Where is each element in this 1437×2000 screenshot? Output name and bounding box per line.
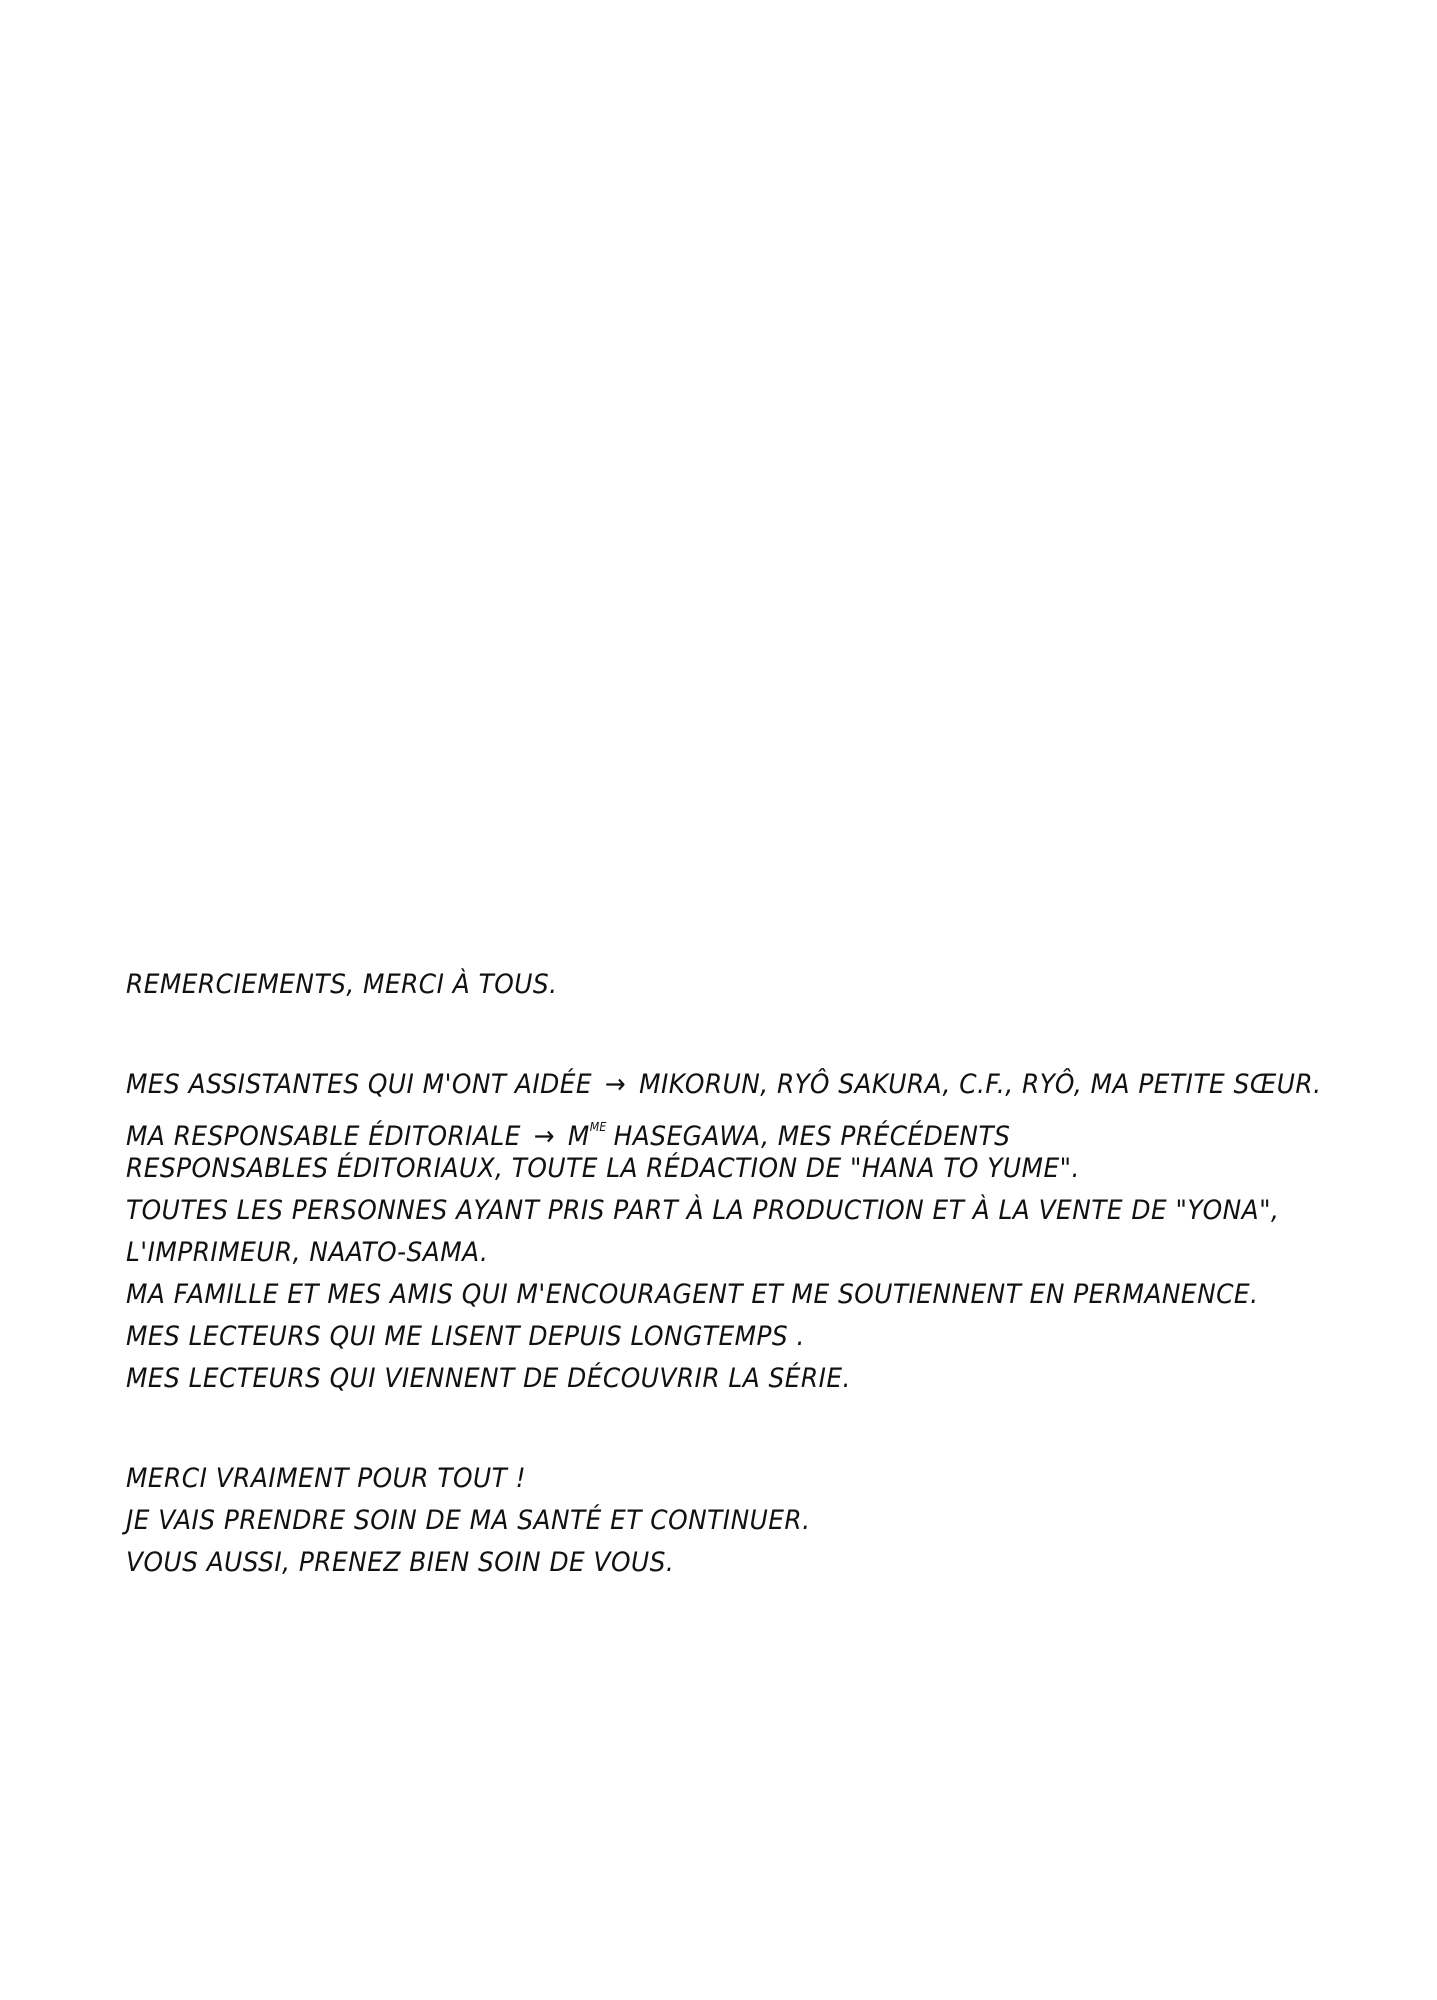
arrow-icon: → [533, 1121, 556, 1152]
new-readers-line: MES LECTEURS QUI VIENNENT DE DÉCOUVRIR LA SÉRIE. [126, 1363, 851, 1394]
closing-line-2: JE VAIS PRENDRE SOIN DE MA SANTÉ ET CONTINUER. [126, 1505, 811, 1536]
arrow-icon: → [604, 1069, 627, 1100]
closing-line-1: MERCI VRAIMENT POUR TOUT ! [126, 1463, 527, 1494]
acknowledgements-title: REMERCIEMENTS, MERCI À TOUS. [126, 969, 558, 1000]
assistants-names: MIKORUN, RYÔ SAKURA, C.F., RYÔ, MA PETITE SŒUR. [639, 1069, 1322, 1100]
editors-line: RESPONSABLES ÉDITORIAUX, TOUTE LA RÉDACTION DE "HANA TO YUME". [126, 1153, 1080, 1184]
long-readers-line: MES LECTEURS QUI ME LISENT DEPUIS LONGTEMPS . [126, 1321, 805, 1352]
acknowledgements-text [126, 964, 1322, 1584]
paragraph-gap [126, 1006, 1258, 1064]
paragraph-gap [126, 1400, 1258, 1458]
editor-title-superscript: ME [589, 1120, 607, 1134]
editor-title: M [567, 1121, 590, 1152]
closing-line-3: VOUS AUSSI, PRENEZ BIEN SOIN DE VOUS. [126, 1547, 675, 1578]
production-line-2: L'IMPRIMEUR, NAATO-SAMA. [126, 1237, 489, 1268]
editor-name: HASEGAWA, MES PRÉCÉDENTS [613, 1121, 1011, 1152]
family-line: MA FAMILLE ET MES AMIS QUI M'ENCOURAGENT ET ME SOUTIENNENT EN PERMANENCE. [126, 1279, 1259, 1310]
editor-label: MA RESPONSABLE ÉDITORIALE [126, 1121, 521, 1152]
assistants-line [126, 1064, 1322, 1106]
assistants-label: MES ASSISTANTES QUI M'ONT AIDÉE [126, 1069, 593, 1100]
editor-line [126, 1106, 1258, 1152]
production-line-1: TOUTES LES PERSONNES AYANT PRIS PART À LA PRODUCTION ET À LA VENTE DE "YONA", [126, 1195, 1280, 1226]
